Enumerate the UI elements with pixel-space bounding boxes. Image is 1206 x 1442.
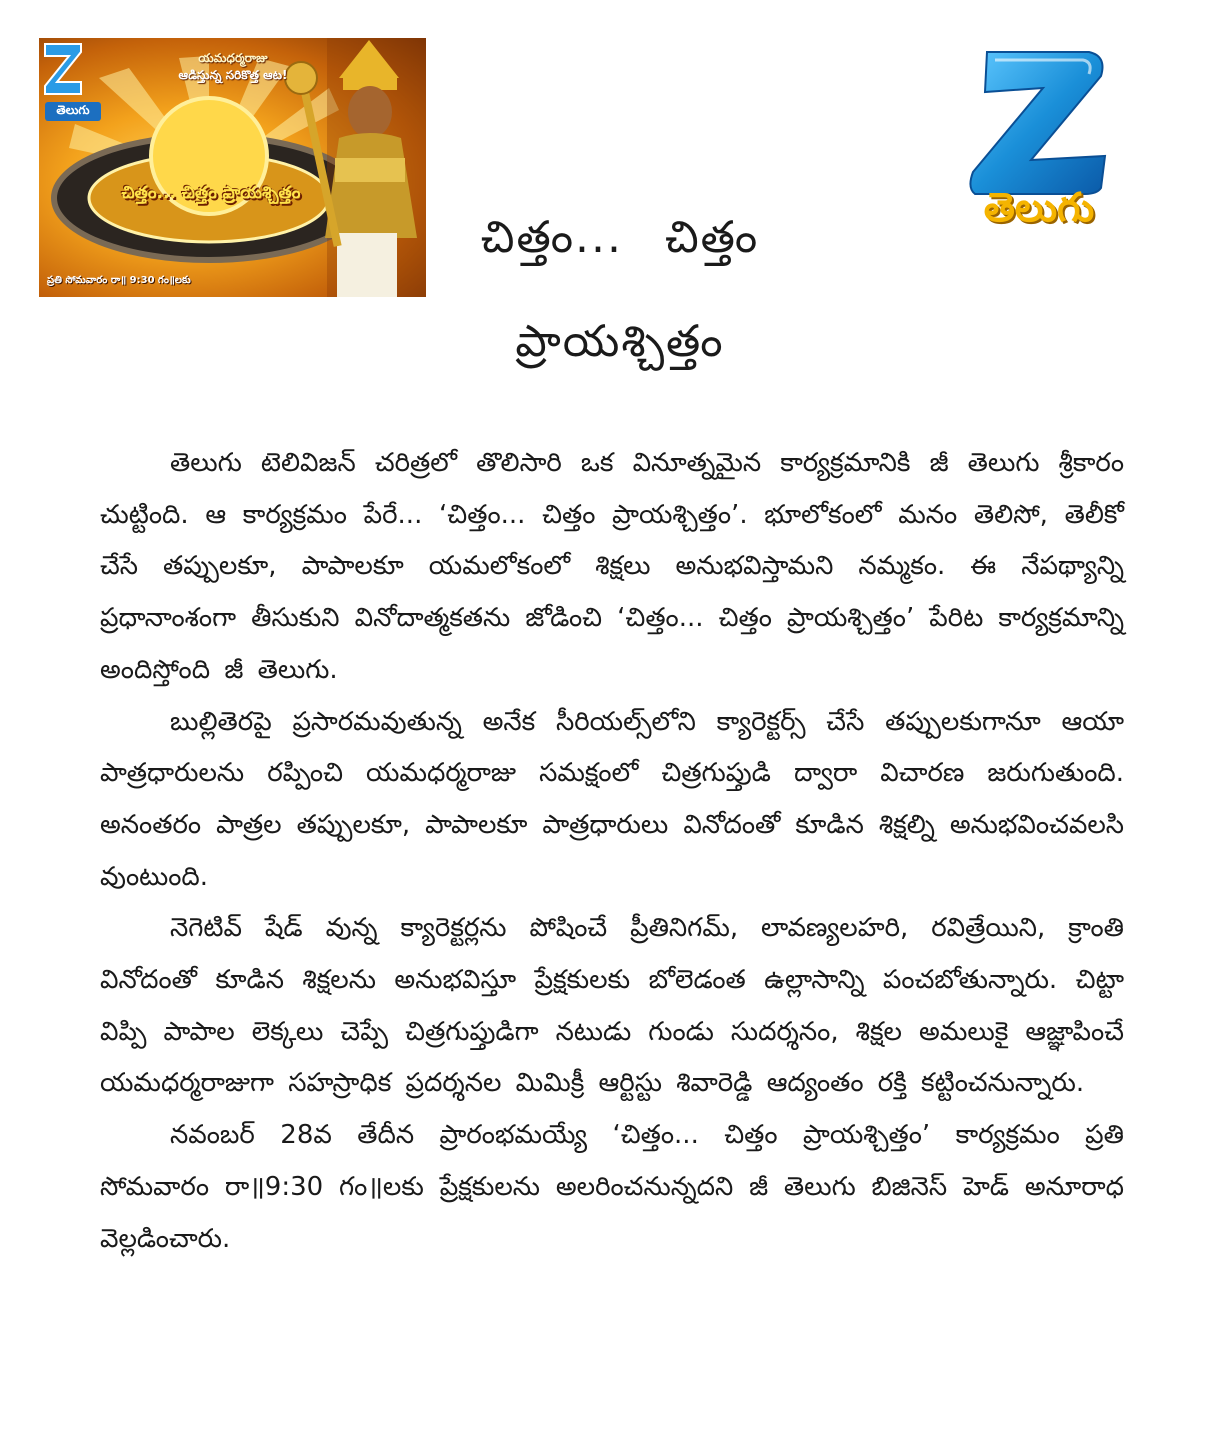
article-paragraph: తెలుగు టెలివిజన్ చరిత్రలో తొలిసారి ఒక వినూత్నమైన కార్యక్రమానికి జీ తెలుగు శ్రీకారం చుట్టింది. ఆ కార్యక్రమం పేరే... ‘చిత్తం... చిత్తం ప్రాయశ్చిత్తం’. భూలోకంలో మనం తెలిసో, తెలీకో చేసే తప్పులకూ, పాపాలకూ యమలోకంలో శిక్షలు అనుభవిస్తామని నమ్మకం. ఈ నేపథ్యాన్ని ప్రధానాంశంగా తీసుకుని వినోదాత్మకతను జోడించి ‘చిత్తం... చిత్తం ప్రాయశ్చిత్తం’ పేరిట కార్యక్రమాన్ని అందిస్తోంది జీ తెలుగు. (100, 448, 1124, 685)
zee-telugu-logo (965, 48, 1113, 248)
poster-tagline (147, 50, 319, 84)
article-paragraph: నెగెటివ్ షేడ్ వున్న క్యారెక్టర్లను పోషించే ప్రీతినిగమ్, లావణ్యలహరి, రవిత్రేయిని, క్రాంతి వినోదంతో కూడిన శిక్షలను అనుభవిస్తూ ప్రేక్షకులకు బోలెడంత ఉల్లాసాన్ని పంచబోతున్నారు. చిట్టా విప్పి పాపాల లెక్కలు చెప్పే చిత్రగుప్తుడిగా నటుడు గుండు సుదర్శనం, శిక్షల అమలుకై ఆజ్ఞాపించే యమధర్మరాజుగా సహస్రాధిక ప్రదర్శనల మిమిక్రీ ఆర్టిస్టు శివారెడ్డి ఆద్యంతం రక్తి కట్టించనున్నారు. (100, 913, 1124, 1099)
poster-channel-label: తెలుగు (45, 102, 101, 121)
article-paragraph: నవంబర్ 28వ తేదీన ప్రారంభమయ్యే ‘చిత్తం... చిత్తం ప్రాయశ్చిత్తం’ కార్యక్రమం ప్రతి సోమవారం రా॥9:30 గం॥లకు ప్రేక్షకులను అలరించనున్నదని జీ తెలుగు బిజినెస్ హెడ్ అనూరాధ వెల్లడించారు. (100, 1120, 1124, 1254)
poster-tagline-line2: ఆడిస్తున్న సరికొత్త ఆట! (178, 67, 288, 82)
show-promo-poster (39, 38, 426, 297)
poster-tagline-line1: యమధర్మరాజు (198, 51, 268, 65)
zee-logo-label: తెలుగు (983, 185, 1095, 231)
article-body (100, 438, 1124, 1265)
article-paragraph: బుల్లితెరపై ప్రసారమవుతున్న అనేక సీరియల్స్‌లోని క్యారెక్టర్స్ చేసే తప్పులకుగానూ ఆయా పాత్రధారులను రప్పించి యమధర్మరాజు సమక్షంలో చిత్రగుప్తుడి ద్వారా విచారణ జరుగుతుంది. అనంతరం పాత్రల తప్పులకూ, పాపాలకూ పాత్రధారులు వినోదంతో కూడిన శిక్షల్ని అనుభవించవలసి వుంటుంది. (100, 706, 1124, 892)
poster-show-title: చిత్తం... చిత్తం ప్రాయశ్చిత్తం (121, 183, 301, 203)
poster-timing: ప్రతి సోమవారం రా॥ 9:30 గం॥లకు (47, 275, 191, 286)
title-line-2: ప్రాయశ్చిత్తం (515, 316, 725, 368)
title-line-1: చిత్తం... చిత్తం (480, 212, 760, 264)
poster-zee-logo-icon (39, 38, 87, 100)
zee-z-logo-icon (965, 48, 1113, 198)
page-title (430, 207, 810, 373)
